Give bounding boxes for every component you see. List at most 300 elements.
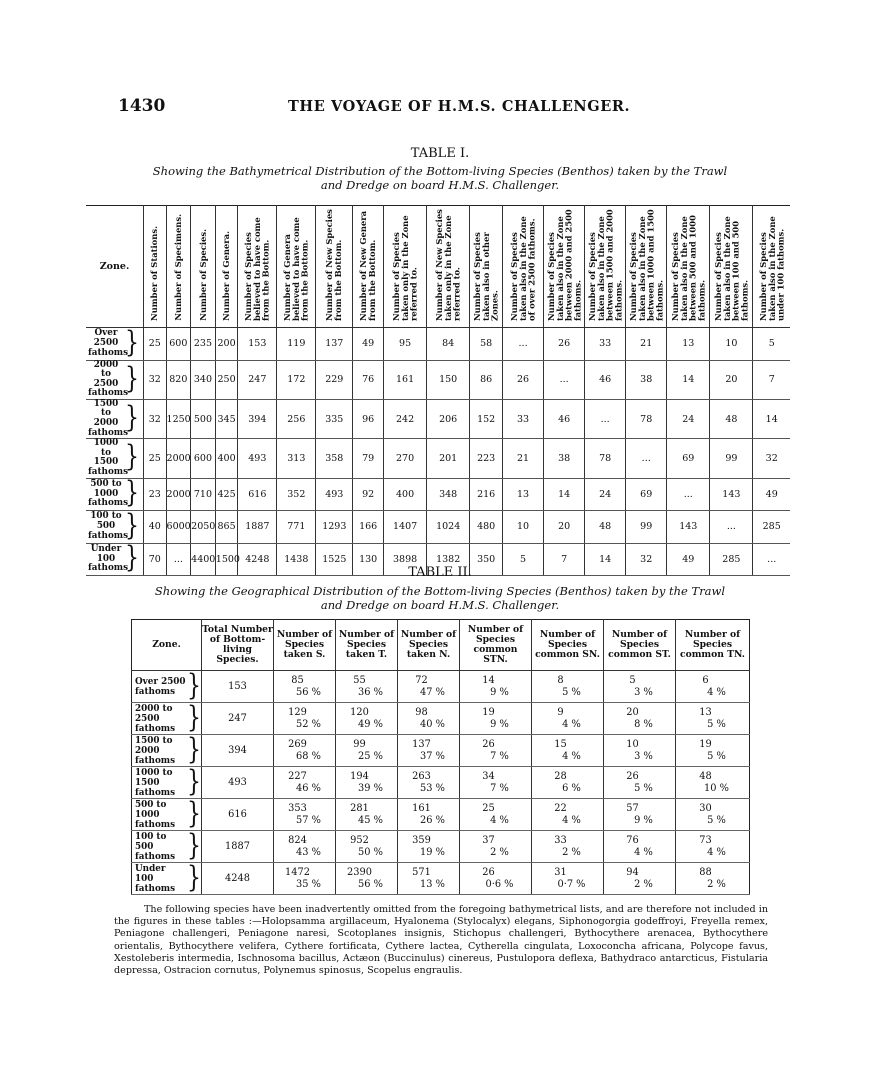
- zone-label: [135, 669, 201, 703]
- column-header: [427, 206, 470, 328]
- data-cell: 400: [384, 478, 427, 511]
- percent-value: 2 %: [634, 878, 653, 890]
- data-cell: 40: [143, 511, 166, 544]
- data-cell: 23: [143, 478, 166, 511]
- brace-mark: }: [187, 733, 201, 767]
- data-cell: [532, 671, 604, 703]
- data-cell: 49: [353, 328, 384, 361]
- column-header: [626, 206, 667, 328]
- zone-text: Under 100 fathoms: [88, 543, 129, 574]
- running-head: THE VOYAGE OF H.M.S. CHALLENGER.: [288, 98, 631, 115]
- data-cell: [532, 831, 604, 863]
- data-cell: 358: [316, 439, 353, 478]
- data-cell: 600: [166, 328, 191, 361]
- column-header: [753, 206, 790, 328]
- count-value: 161: [412, 802, 431, 814]
- column-header: Number of Species taken N.: [398, 620, 460, 671]
- percent-value: 4 %: [707, 686, 726, 698]
- data-cell: 33: [503, 399, 544, 438]
- zone-cell: [86, 478, 143, 511]
- data-cell: [532, 767, 604, 799]
- percent-value: 43 %: [296, 846, 321, 858]
- column-header: Number of Species common ST.: [604, 620, 676, 671]
- count-value: 34: [482, 770, 495, 782]
- data-cell: 771: [277, 511, 316, 544]
- data-cell: 14: [544, 478, 585, 511]
- data-cell: 7: [753, 360, 790, 399]
- table-row: [86, 328, 790, 361]
- count-value: 19: [482, 706, 495, 718]
- footnote-text: The following species have been inadvertently omitted from the foregoing bathymetrical lists, and are therefore not included in the figures in these tables :—Holopsamma argillaceum, Hyalonema (Stylocalyx) elegans, Siphonogorgia godeffroyi, Freyella remex, Peniagone challengeri, Peniagone naresi, Scotoplanes insignis, Stichopus challengeri, Bythocythere arenacea, Bythocythere orientalis, Bythocythere velifera, Cythere fortificata, Cythere lactea, Cytherella cingulata, Loxoconcha africana, Polycope favus, Xestoleberis intermedia, Ischnosoma bacillus, Actæon (Buccinulus) cinereus, Pustulopora deflexa, Bathydraco antarcticus, Fistularia depressa, Ostracion cornutus, Polynemus spinosus, Scopelus engraulis.: [114, 904, 768, 977]
- data-cell: [336, 799, 398, 831]
- column-header: Total Number of Bottom-living Species.: [202, 620, 274, 671]
- data-cell: 130: [353, 543, 384, 576]
- percent-value: 9 %: [634, 814, 653, 826]
- total-cell: 616: [202, 799, 274, 831]
- data-cell: 1438: [277, 543, 316, 576]
- count-value: 55: [353, 674, 366, 686]
- count-value: 2390: [347, 866, 372, 878]
- data-cell: [398, 767, 460, 799]
- data-cell: 78: [585, 439, 626, 478]
- percent-value: 4 %: [490, 814, 509, 826]
- data-cell: 820: [166, 360, 191, 399]
- zone-label: [135, 797, 201, 831]
- data-cell: 92: [353, 478, 384, 511]
- zone-cell: [86, 360, 143, 399]
- brace-mark: }: [125, 542, 139, 575]
- percent-value: 68 %: [296, 750, 321, 762]
- data-cell: ...: [585, 399, 626, 438]
- column-header: Zone.: [132, 620, 202, 671]
- column-header-text: Number of Species taken also in the Zone between 1500 and 2000 fathoms.: [586, 209, 623, 321]
- data-cell: 38: [544, 439, 585, 478]
- data-cell: 493: [238, 439, 277, 478]
- total-cell: 394: [202, 735, 274, 767]
- zone-text: 100 to 500 fathoms: [88, 511, 129, 541]
- percent-value: 2 %: [490, 846, 509, 858]
- column-header: Number of Species common SN.: [532, 620, 604, 671]
- data-cell: 38: [626, 360, 667, 399]
- zone-cell: [86, 439, 143, 478]
- data-cell: [274, 703, 336, 735]
- count-value: 57: [626, 802, 639, 814]
- column-header-text: Number of Species taken also in the Zone of over 2500 fathoms.: [508, 216, 537, 321]
- data-cell: 21: [626, 328, 667, 361]
- percent-value: 35 %: [296, 878, 321, 890]
- data-cell: 352: [277, 478, 316, 511]
- count-value: 25: [482, 802, 495, 814]
- data-cell: 10: [503, 511, 544, 544]
- data-cell: [460, 767, 532, 799]
- count-value: 359: [412, 834, 431, 846]
- column-header-text: Number of Species.: [197, 229, 208, 321]
- zone-cell: [132, 799, 202, 831]
- percent-value: 4 %: [634, 846, 653, 858]
- percent-value: 6 %: [562, 782, 581, 794]
- column-header-text: Number of New Species from the Bottom.: [324, 209, 344, 321]
- data-cell: [398, 799, 460, 831]
- data-cell: 99: [626, 511, 667, 544]
- data-cell: [604, 735, 676, 767]
- data-cell: 1293: [316, 511, 353, 544]
- column-header: [384, 206, 427, 328]
- percent-value: 5 %: [707, 750, 726, 762]
- percent-value: 4 %: [562, 718, 581, 730]
- column-header-text: Number of Specimens.: [172, 214, 183, 321]
- zone-cell: [132, 831, 202, 863]
- count-value: 227: [288, 770, 307, 782]
- data-cell: 2050: [191, 511, 216, 544]
- data-cell: 13: [667, 328, 710, 361]
- table-row: [132, 767, 750, 799]
- count-value: 14: [482, 674, 495, 686]
- data-cell: [676, 831, 750, 863]
- data-cell: 21: [503, 439, 544, 478]
- data-cell: 78: [626, 399, 667, 438]
- zone-label: [88, 400, 143, 438]
- zone-header: Zone.: [86, 206, 143, 328]
- brace-mark: }: [187, 797, 201, 831]
- data-cell: 223: [470, 439, 503, 478]
- data-cell: 161: [384, 360, 427, 399]
- count-value: 85: [291, 674, 304, 686]
- data-cell: 143: [667, 511, 710, 544]
- column-header: [585, 206, 626, 328]
- data-cell: 46: [544, 399, 585, 438]
- column-header-text: Number of Stations.: [149, 226, 160, 321]
- data-cell: 201: [427, 439, 470, 478]
- data-cell: [460, 703, 532, 735]
- data-cell: 24: [667, 399, 710, 438]
- column-header-text: Number of Species taken also in the Zone between 2000 and 2500 fathoms.: [545, 209, 582, 321]
- percent-value: 5 %: [562, 686, 581, 698]
- data-cell: [398, 671, 460, 703]
- table-row: [86, 439, 790, 478]
- column-header-text: Number of Species taken also in the Zone between 500 and 1000 fathoms.: [669, 215, 707, 321]
- zone-cell: [86, 328, 143, 361]
- zone-label: [135, 701, 201, 735]
- data-cell: [274, 767, 336, 799]
- zone-cell: [132, 671, 202, 703]
- data-cell: 20: [710, 360, 753, 399]
- table-row: [132, 671, 750, 703]
- data-cell: 6000: [166, 511, 191, 544]
- zone-cell: [132, 863, 202, 895]
- zone-label: [135, 765, 201, 799]
- percent-value: 47 %: [420, 686, 445, 698]
- zone-text: 1500 to 2000 fathoms: [88, 398, 129, 438]
- data-cell: 172: [277, 360, 316, 399]
- data-cell: 137: [316, 328, 353, 361]
- data-cell: 5: [753, 328, 790, 361]
- column-header-text: Number of Species taken only in the Zone referred to.: [390, 215, 419, 321]
- data-cell: [460, 735, 532, 767]
- data-cell: 493: [316, 478, 353, 511]
- data-cell: 58: [470, 328, 503, 361]
- percent-value: 0·6 %: [485, 878, 514, 890]
- count-value: 9: [557, 706, 564, 718]
- data-cell: [532, 799, 604, 831]
- count-value: 10: [626, 738, 639, 750]
- data-cell: 242: [384, 399, 427, 438]
- percent-value: 57 %: [296, 814, 321, 826]
- data-cell: 348: [427, 478, 470, 511]
- percent-value: 10 %: [704, 782, 729, 794]
- count-value: 26: [482, 866, 495, 878]
- count-value: 1472: [285, 866, 310, 878]
- data-cell: 1887: [238, 511, 277, 544]
- data-cell: 865: [215, 511, 238, 544]
- percent-value: 13 %: [420, 878, 445, 890]
- total-cell: 1887: [202, 831, 274, 863]
- percent-value: 36 %: [358, 686, 383, 698]
- zone-text: 500 to 1000 fathoms: [135, 799, 176, 830]
- column-header-text: Number of Genera believed to have come from the Bottom.: [282, 217, 310, 321]
- data-cell: [604, 831, 676, 863]
- percent-value: 56 %: [296, 686, 321, 698]
- table-row: [132, 863, 750, 895]
- data-cell: 2000: [166, 478, 191, 511]
- zone-text: Under 100 fathoms: [135, 863, 176, 894]
- percent-value: 52 %: [296, 718, 321, 730]
- data-cell: 48: [585, 511, 626, 544]
- data-cell: [532, 703, 604, 735]
- data-cell: 32: [753, 439, 790, 478]
- count-value: 31: [554, 866, 567, 878]
- data-cell: [398, 703, 460, 735]
- count-value: 26: [482, 738, 495, 750]
- zone-label: [88, 326, 143, 360]
- data-cell: 14: [753, 399, 790, 438]
- data-cell: 20: [544, 511, 585, 544]
- percent-value: 3 %: [634, 686, 653, 698]
- brace-mark: }: [187, 669, 201, 703]
- column-header: [503, 206, 544, 328]
- total-cell: 247: [202, 703, 274, 735]
- column-header-text: Number of Genera.: [221, 231, 232, 321]
- count-value: 137: [412, 738, 431, 750]
- data-cell: [398, 831, 460, 863]
- data-cell: 425: [215, 478, 238, 511]
- data-cell: [532, 863, 604, 895]
- count-value: 33: [554, 834, 567, 846]
- zone-text: 2000 to 2500 fathoms: [88, 359, 129, 399]
- percent-value: 50 %: [358, 846, 383, 858]
- data-cell: [532, 735, 604, 767]
- data-cell: [460, 799, 532, 831]
- percent-value: 9 %: [490, 686, 509, 698]
- count-value: 6: [702, 674, 709, 686]
- percent-value: 37 %: [420, 750, 445, 762]
- data-cell: 86: [470, 360, 503, 399]
- data-cell: 250: [215, 360, 238, 399]
- percent-value: 4 %: [707, 846, 726, 858]
- zone-label: [88, 477, 143, 510]
- count-value: 5: [629, 674, 636, 686]
- count-value: 194: [350, 770, 369, 782]
- data-cell: 1024: [427, 511, 470, 544]
- percent-value: 5 %: [707, 718, 726, 730]
- data-cell: [274, 831, 336, 863]
- data-cell: 4248: [238, 543, 277, 576]
- data-cell: [274, 799, 336, 831]
- data-cell: [274, 735, 336, 767]
- count-value: 15: [554, 738, 567, 750]
- data-cell: [460, 671, 532, 703]
- count-value: 13: [699, 706, 712, 718]
- table-row: [132, 735, 750, 767]
- total-cell: 493: [202, 767, 274, 799]
- column-header: Number of Species taken S.: [274, 620, 336, 671]
- percent-value: 49 %: [358, 718, 383, 730]
- count-value: 129: [288, 706, 307, 718]
- count-value: 269: [288, 738, 307, 750]
- count-value: 571: [412, 866, 431, 878]
- data-cell: [604, 863, 676, 895]
- brace-mark: }: [125, 326, 139, 360]
- count-value: 26: [626, 770, 639, 782]
- count-value: 824: [288, 834, 307, 846]
- data-cell: [336, 767, 398, 799]
- data-cell: 247: [238, 360, 277, 399]
- data-cell: ...: [753, 543, 790, 576]
- data-cell: 26: [503, 360, 544, 399]
- column-header: Number of Species taken T.: [336, 620, 398, 671]
- bathymetrical-table: [86, 205, 790, 576]
- count-value: 76: [626, 834, 639, 846]
- data-cell: 270: [384, 439, 427, 478]
- column-header: [710, 206, 753, 328]
- table2-caption: Showing the Geographical Distribution of the Bottom-living Species (Benthos) taken by the Trawl and Dredge on board H.M.S. Challenger.: [154, 584, 726, 612]
- zone-text: 100 to 500 fathoms: [135, 831, 176, 862]
- zone-cell: [132, 767, 202, 799]
- count-value: 99: [353, 738, 366, 750]
- percent-value: 4 %: [562, 750, 581, 762]
- zone-text: 1500 to 2000 fathoms: [135, 735, 176, 766]
- percent-value: 0·7 %: [557, 878, 586, 890]
- data-cell: [604, 671, 676, 703]
- data-cell: [676, 767, 750, 799]
- geographical-table: [131, 619, 750, 895]
- data-cell: 206: [427, 399, 470, 438]
- percent-value: 53 %: [420, 782, 445, 794]
- percent-value: 39 %: [358, 782, 383, 794]
- data-cell: 285: [710, 543, 753, 576]
- data-cell: 235: [191, 328, 216, 361]
- percent-value: 7 %: [490, 782, 509, 794]
- zone-label: [88, 439, 143, 477]
- zone-text: 1000 to 1500 fathoms: [135, 767, 176, 798]
- data-cell: 500: [191, 399, 216, 438]
- percent-value: 25 %: [358, 750, 383, 762]
- percent-value: 45 %: [358, 814, 383, 826]
- table1-caption: Showing the Bathymetrical Distribution of the Bottom-living Species (Benthos) taken by the Trawl and Dredge on board H.M.S. Challenger.: [152, 164, 728, 192]
- data-cell: 256: [277, 399, 316, 438]
- table-row: [132, 703, 750, 735]
- percent-value: 7 %: [490, 750, 509, 762]
- percent-value: 9 %: [490, 718, 509, 730]
- data-cell: 340: [191, 360, 216, 399]
- percent-value: 5 %: [634, 782, 653, 794]
- data-cell: 14: [667, 360, 710, 399]
- data-cell: ...: [626, 439, 667, 478]
- data-cell: 350: [470, 543, 503, 576]
- count-value: 20: [626, 706, 639, 718]
- zone-text: 1000 to 1500 fathoms: [88, 438, 129, 478]
- data-cell: 33: [585, 328, 626, 361]
- column-header: [143, 206, 166, 328]
- column-header: Number of Species common TN.: [676, 620, 750, 671]
- count-value: 73: [699, 834, 712, 846]
- zone-cell: [132, 703, 202, 735]
- brace-mark: }: [125, 362, 139, 396]
- total-cell: 4248: [202, 863, 274, 895]
- data-cell: 1500: [215, 543, 238, 576]
- data-cell: 616: [238, 478, 277, 511]
- table-row: [86, 511, 790, 544]
- data-cell: 153: [238, 328, 277, 361]
- data-cell: 480: [470, 511, 503, 544]
- data-cell: [676, 799, 750, 831]
- column-header-text: Number of New Genera from the Bottom.: [358, 210, 378, 321]
- zone-text: 2000 to 2500 fathoms: [135, 703, 176, 734]
- column-header-text: Number of Species taken also in other Zones.: [471, 232, 500, 321]
- data-cell: 1525: [316, 543, 353, 576]
- percent-value: 46 %: [296, 782, 321, 794]
- count-value: 353: [288, 802, 307, 814]
- data-cell: [676, 863, 750, 895]
- count-value: 22: [554, 802, 567, 814]
- percent-value: 40 %: [420, 718, 445, 730]
- data-cell: [398, 863, 460, 895]
- column-header: [353, 206, 384, 328]
- column-header: [667, 206, 710, 328]
- data-cell: [676, 703, 750, 735]
- data-cell: [604, 799, 676, 831]
- data-cell: 345: [215, 399, 238, 438]
- table1-title: TABLE I.: [410, 146, 470, 161]
- column-header: [544, 206, 585, 328]
- data-cell: [336, 735, 398, 767]
- data-cell: 5: [503, 543, 544, 576]
- data-cell: 25: [143, 439, 166, 478]
- data-cell: [604, 703, 676, 735]
- count-value: 952: [350, 834, 369, 846]
- column-header: [191, 206, 216, 328]
- data-cell: 46: [585, 360, 626, 399]
- data-cell: 400: [215, 439, 238, 478]
- data-cell: ...: [710, 511, 753, 544]
- data-cell: [336, 703, 398, 735]
- data-cell: ...: [503, 328, 544, 361]
- count-value: 98: [415, 706, 428, 718]
- percent-value: 5 %: [707, 814, 726, 826]
- count-value: 88: [699, 866, 712, 878]
- page-number: 1430: [118, 96, 166, 116]
- data-cell: 7: [544, 543, 585, 576]
- data-cell: 49: [753, 478, 790, 511]
- count-value: 19: [699, 738, 712, 750]
- count-value: 8: [557, 674, 564, 686]
- table-row: [132, 799, 750, 831]
- column-header: [277, 206, 316, 328]
- table2-title: TABLE II.: [408, 565, 472, 580]
- column-header: Number of Species common STN.: [460, 620, 532, 671]
- data-cell: ...: [166, 543, 191, 576]
- data-cell: [676, 671, 750, 703]
- data-cell: 2000: [166, 439, 191, 478]
